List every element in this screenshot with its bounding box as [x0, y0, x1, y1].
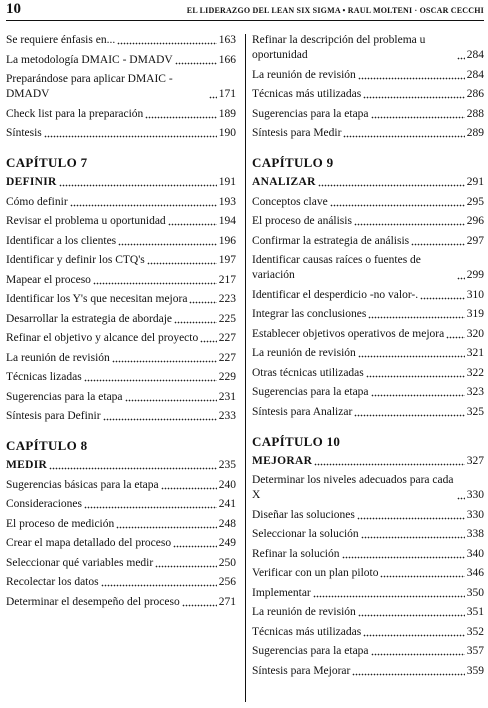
- chapter-heading: CAPÍTULO 10: [252, 433, 341, 449]
- toc-entry-page: 350: [466, 586, 484, 599]
- dot-leader: [116, 526, 216, 529]
- toc-entry-title: Determinar el desempeño del proceso: [6, 595, 180, 608]
- toc-entry: [252, 253, 484, 283]
- toc-entry: [252, 664, 484, 679]
- toc-entry-title: Sugerencias para la etapa: [252, 107, 369, 120]
- toc-entry-page: 296: [466, 215, 484, 227]
- toc-entry-title: Sugerencias para la etapa: [6, 390, 123, 403]
- dot-leader: [209, 96, 217, 99]
- dot-leader: [420, 297, 465, 300]
- dot-leader: [189, 301, 216, 304]
- toc-entry-title: Revisar el problema u oportunidad: [6, 215, 166, 227]
- toc-entry-page: 288: [466, 107, 484, 120]
- toc-entry: [252, 473, 484, 503]
- chapter-heading: CAPÍTULO 9: [252, 155, 334, 170]
- column-divider: [245, 34, 246, 702]
- toc-entry: [252, 527, 484, 542]
- toc-entry-page: 271: [218, 595, 236, 608]
- toc-entry-title: La reunión de revisión: [252, 606, 356, 618]
- toc-entry-page: 231: [218, 390, 236, 403]
- toc-entry-page: 299: [466, 269, 484, 281]
- toc-entry-page: 291: [466, 176, 484, 188]
- toc-entry: [252, 385, 484, 400]
- toc-entry-page: 295: [466, 195, 484, 208]
- toc-entry-page: 286: [466, 88, 484, 100]
- toc-entry-title: La reunión de revisión: [6, 351, 110, 364]
- toc-entry-title: Otras técnicas utilizadas: [252, 366, 364, 379]
- toc-entry: [252, 547, 484, 562]
- dot-leader: [112, 360, 217, 363]
- toc-entry-page: 191: [218, 176, 236, 188]
- toc-entry-title: Identificar y definir los CTQ's: [6, 254, 145, 266]
- toc-entry-page: 359: [466, 664, 484, 677]
- toc-entry-title: MEDIR: [6, 459, 48, 471]
- toc-entry-page: 235: [218, 459, 236, 471]
- dot-leader: [147, 262, 217, 265]
- toc-entry: [252, 234, 484, 249]
- toc-entry: [6, 458, 236, 473]
- toc-entry-title: Recolectar los datos: [6, 576, 99, 588]
- dot-leader: [361, 536, 465, 539]
- toc-entry: [252, 307, 484, 322]
- toc-entry: [252, 126, 484, 141]
- toc-entry-page: 327: [466, 454, 484, 467]
- toc-entry: [252, 605, 484, 620]
- dot-leader: [313, 595, 465, 598]
- toc-entry: [6, 72, 236, 102]
- toc-entry-page: 166: [218, 53, 236, 66]
- toc-entry: [6, 273, 236, 288]
- dot-leader: [371, 394, 465, 397]
- toc-entry: [252, 33, 484, 63]
- toc-entry-title: Conceptos clave: [252, 195, 328, 208]
- toc-entry: [6, 253, 236, 268]
- toc-entry-page: 193: [218, 195, 236, 208]
- toc-entry-title: ANALIZAR: [252, 176, 316, 188]
- toc-entry: [6, 575, 236, 590]
- toc-entry-title: Identificar los Y's que necesitan mejora: [6, 293, 188, 305]
- toc-entry-page: 346: [466, 567, 484, 579]
- toc-entry-title: Síntesis para Definir: [6, 410, 101, 422]
- toc-entry-page: 289: [466, 127, 484, 139]
- dot-leader: [70, 204, 217, 207]
- toc-entry-title: Técnicas más utilizadas: [252, 88, 362, 100]
- toc-entry-page: 171: [218, 88, 236, 100]
- toc-entry-page: 233: [218, 410, 236, 422]
- toc-entry: [252, 566, 484, 581]
- toc-entry-page: 351: [466, 606, 484, 618]
- dot-leader: [363, 634, 465, 637]
- toc-entry-page: 190: [218, 127, 236, 139]
- toc-entry-title: Preparándose para aplicar DMAIC - DMADV: [6, 73, 173, 100]
- toc-entry-title: Implementar: [252, 586, 311, 599]
- toc-entry-title: Técnicas lizadas: [6, 371, 82, 383]
- dot-leader: [371, 116, 465, 119]
- toc-entry-title: Refinar el objetivo y alcance del proyecto: [6, 332, 199, 344]
- dot-leader: [446, 336, 465, 339]
- toc-entry-page: 249: [218, 537, 236, 549]
- toc-entry-title: Integrar las conclusiones: [252, 308, 367, 320]
- dot-leader: [125, 399, 217, 402]
- dot-leader: [318, 184, 465, 187]
- dot-leader: [161, 487, 217, 490]
- dot-leader: [84, 379, 217, 382]
- toc-entry-title: Refinar la descripción del problema u oportunidad: [252, 34, 426, 61]
- toc-entry-page: 256: [218, 576, 236, 588]
- dot-leader: [357, 517, 465, 520]
- dot-leader: [155, 565, 217, 568]
- toc-entry: [252, 508, 484, 523]
- toc-entry-page: 325: [466, 405, 484, 418]
- running-head: EL LIDERAZGO DEL LEAN SIX SIGMA • RAUL MOLTENI · OSCAR CECCHI: [186, 6, 484, 15]
- toc-entry-title: Técnicas más utilizadas: [252, 625, 362, 638]
- dot-leader: [343, 135, 464, 138]
- toc-entry: [252, 175, 484, 190]
- toc-entry-page: 229: [218, 371, 236, 383]
- toc-entry-title: La reunión de revisión: [252, 68, 356, 81]
- toc-entry-page: 197: [218, 254, 236, 266]
- toc-entry: [252, 87, 484, 102]
- toc-entry-title: DEFINIR: [6, 176, 57, 188]
- toc-entry-title: El proceso de medición: [6, 517, 115, 530]
- toc-entry-title: Establecer objetivos operativos de mejora: [252, 327, 445, 340]
- toc-entry-page: 352: [466, 625, 484, 638]
- toc-entry-page: 194: [218, 215, 236, 227]
- toc-entry: [6, 536, 236, 551]
- toc-entry-title: Cómo definir: [6, 195, 68, 208]
- toc-entry-title: La metodología DMAIC - DMADV: [6, 53, 173, 66]
- dot-leader: [457, 57, 465, 60]
- toc-entry-page: 323: [466, 386, 484, 398]
- toc-entry: [252, 366, 484, 381]
- dot-leader: [101, 584, 217, 587]
- toc-entry: [6, 595, 236, 610]
- dot-leader: [354, 223, 465, 226]
- toc-entry-title: Mapear el proceso: [6, 273, 91, 286]
- toc-entry: [6, 497, 236, 512]
- dot-leader: [200, 340, 217, 343]
- toc-entry: [252, 586, 484, 601]
- toc-entry-title: Se requiere énfasis en...: [6, 34, 116, 46]
- toc-entry: [6, 292, 236, 307]
- dot-leader: [117, 42, 217, 45]
- header-rule: [6, 20, 484, 21]
- toc-entry-title: Sugerencias para la etapa: [252, 645, 369, 657]
- dot-leader: [342, 556, 465, 559]
- toc-entry-title: Seleccionar la solución: [252, 528, 359, 540]
- toc-entry-title: MEJORAR: [252, 454, 313, 467]
- dot-leader: [103, 418, 217, 421]
- dot-leader: [175, 62, 217, 65]
- dot-leader: [145, 116, 216, 119]
- dot-leader: [168, 223, 217, 226]
- toc-entry: [6, 331, 236, 346]
- toc-entry-page: 319: [466, 308, 484, 320]
- toc-entry: [252, 195, 484, 210]
- toc-entry-page: 250: [218, 556, 236, 569]
- toc-column-left: [6, 33, 236, 614]
- toc-entry-page: 357: [466, 645, 484, 657]
- dot-leader: [314, 463, 465, 466]
- toc-entry-page: 241: [218, 498, 236, 510]
- dot-leader: [368, 316, 464, 319]
- toc-entry-page: 284: [466, 68, 484, 81]
- toc-entry: [252, 454, 484, 469]
- toc-entry-page: 163: [218, 34, 236, 46]
- toc-entry: [6, 370, 236, 385]
- toc-entry: [6, 517, 236, 532]
- toc-entry-page: 189: [218, 107, 236, 120]
- toc-column-right: [252, 33, 484, 683]
- toc-entry-title: Síntesis para Medir: [252, 127, 342, 139]
- toc-entry-title: Seleccionar qué variables medir: [6, 556, 154, 569]
- dot-leader: [173, 545, 217, 548]
- toc-entry-page: 338: [466, 528, 484, 540]
- toc-entry-title: Síntesis para Analizar: [252, 405, 353, 418]
- dot-leader: [366, 375, 465, 378]
- page-header: [0, 0, 488, 20]
- toc-entry: [6, 126, 236, 141]
- toc-entry: [6, 478, 236, 493]
- toc-entry-title: Síntesis: [6, 127, 42, 139]
- dot-leader: [358, 614, 465, 617]
- toc-entry-page: 227: [218, 351, 236, 364]
- toc-entry-title: Sugerencias básicas para la etapa: [6, 478, 159, 491]
- toc-entry-title: Identificar el desperdicio -no valor-.: [252, 288, 419, 301]
- dot-leader: [352, 673, 464, 676]
- dot-leader: [118, 243, 217, 246]
- toc-entry-title: Determinar los niveles adecuados para cada X: [252, 474, 454, 501]
- toc-entry: [6, 234, 236, 249]
- toc-entry-title: Crear el mapa detallado del proceso: [6, 537, 172, 549]
- toc-entry: [6, 33, 236, 48]
- toc-entry-page: 240: [218, 478, 236, 491]
- toc-entry-page: 340: [466, 547, 484, 560]
- toc-entry-page: 248: [218, 517, 236, 530]
- toc-entry: [6, 195, 236, 210]
- dot-leader: [363, 96, 465, 99]
- toc-entry: [252, 288, 484, 303]
- dot-leader: [330, 204, 465, 207]
- toc-entry: [252, 68, 484, 83]
- toc-entry-title: Identificar a los clientes: [6, 234, 117, 247]
- dot-leader: [358, 355, 465, 358]
- toc-entry: [6, 312, 236, 327]
- toc-entry: [6, 351, 236, 366]
- toc-entry: [252, 405, 484, 420]
- toc-entry: [6, 107, 236, 122]
- toc-entry-title: Diseñar las soluciones: [252, 508, 355, 521]
- dot-leader: [457, 277, 465, 280]
- dot-leader: [457, 497, 465, 500]
- toc-entry: [252, 625, 484, 640]
- toc-entry-title: Confirmar la estrategia de análisis: [252, 234, 410, 247]
- toc-entry: [252, 107, 484, 122]
- dot-leader: [182, 604, 217, 607]
- toc-entry-page: 225: [218, 312, 236, 325]
- dot-leader: [44, 135, 217, 138]
- toc-entry-page: 321: [466, 347, 484, 359]
- dot-leader: [358, 77, 465, 80]
- page-number: 10: [6, 1, 21, 17]
- toc-entry-title: Sugerencias para la etapa: [252, 386, 369, 398]
- dot-leader: [371, 653, 465, 656]
- chapter-heading: CAPÍTULO 7: [6, 155, 88, 170]
- toc-entry-page: 330: [466, 489, 484, 501]
- toc-entry: [6, 214, 236, 229]
- toc-entry: [6, 390, 236, 405]
- dot-leader: [411, 243, 465, 246]
- toc-entry: [252, 327, 484, 342]
- toc-entry-title: Identificar causas raíces o fuentes de variación: [252, 254, 421, 281]
- toc-entry-page: 297: [466, 234, 484, 247]
- toc-entry-page: 320: [466, 327, 484, 340]
- toc-entry-page: 284: [466, 49, 484, 61]
- toc-entry-page: 223: [218, 293, 236, 305]
- toc-entry-title: Refinar la solución: [252, 547, 340, 560]
- toc-entry-title: El proceso de análisis: [252, 215, 352, 227]
- chapter-heading: CAPÍTULO 8: [6, 438, 88, 453]
- toc-entry-title: Consideraciones: [6, 498, 83, 510]
- toc-entry: [6, 53, 236, 68]
- toc-entry-title: Síntesis para Mejorar: [252, 664, 351, 677]
- toc-entry: [6, 175, 236, 190]
- toc-entry-title: Desarrollar la estrategia de abordaje: [6, 312, 173, 325]
- toc-entry-page: 310: [466, 288, 484, 301]
- toc-entry-page: 227: [218, 332, 236, 344]
- dot-leader: [59, 184, 217, 187]
- toc-entry-page: 330: [466, 508, 484, 521]
- toc-entry: [252, 644, 484, 659]
- dot-leader: [354, 414, 464, 417]
- toc-entry: [252, 214, 484, 229]
- dot-leader: [84, 506, 217, 509]
- toc-entry-title: Verificar con un plan piloto: [252, 567, 379, 579]
- toc-entry-title: La reunión de revisión: [252, 347, 356, 359]
- toc-entry-title: Check list para la preparación: [6, 107, 144, 120]
- toc-entry: [6, 409, 236, 424]
- toc-entry-page: 217: [218, 273, 236, 286]
- toc-entry-page: 322: [466, 366, 484, 379]
- dot-leader: [49, 467, 217, 470]
- dot-leader: [93, 282, 217, 285]
- toc-entry-page: 196: [218, 234, 236, 247]
- dot-leader: [174, 321, 217, 324]
- toc-entry: [6, 556, 236, 571]
- toc-entry: [252, 346, 484, 361]
- dot-leader: [380, 575, 464, 578]
